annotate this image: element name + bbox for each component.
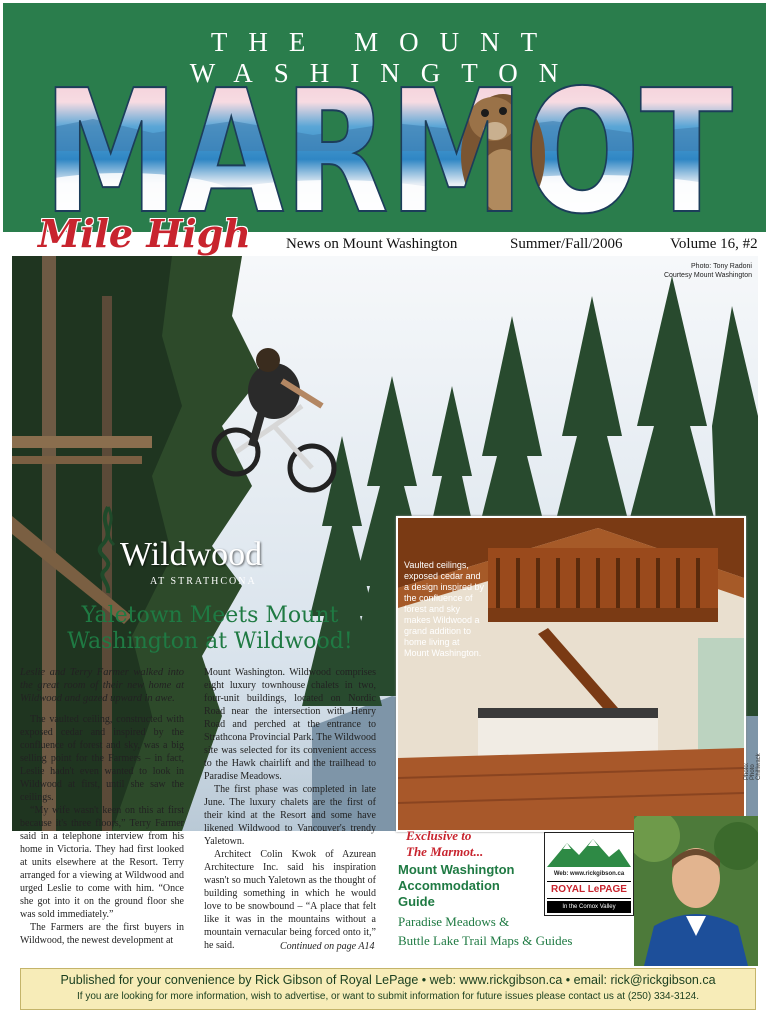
royal-lepage-logo — [544, 832, 634, 916]
accommodation-guide-label — [398, 862, 515, 910]
article-paragraph: Mount Washington. Wildwood comprises eight luxury townhouse chalets in two, four-unit buildings, located on Nordic Road near the intersection with Henry Road and perched at the entrance to Strathcona Provincial Park. The Wildwood site was selected for its convenient access to the Hawk chairlift and the trailhead to Paradise Meadows. — [204, 667, 376, 782]
guide-line2: Accommodation — [398, 878, 500, 893]
article-paragraph: The Farmers are the first buyers in Wildwood, the newest development at — [20, 922, 184, 946]
maps-line2: Buttle Lake Trail Maps & Guides — [398, 933, 573, 948]
svg-text:MARMOT: MARMOT — [43, 61, 734, 225]
footer-note: If you are looking for more information, wish to advertise, or want to submit information for future issues please contact us at (250) 334-3124. — [77, 991, 699, 1002]
exclusive-label — [406, 828, 483, 860]
masthead-prefix: THE MOUNT — [210, 27, 559, 57]
masthead-banner — [3, 3, 766, 232]
article-column-2 — [204, 666, 376, 952]
royal-lepage-web: Web: www.rickgibson.ca — [553, 871, 625, 877]
masthead-title-artwork — [33, 61, 743, 225]
exclusive-line1: Exclusive to — [406, 828, 472, 843]
article-paragraph: The first phase was completed in late June. The luxury chalets are the first of their kind at the Resort and some have likened Wildwood to Vancouver's trendy Yaletown. — [204, 784, 376, 847]
photo-credit-line1: Photo: Tony Radoni — [691, 263, 752, 270]
subtitle: News on Mount Washington — [286, 236, 458, 252]
realtor-portrait-svg — [634, 816, 758, 966]
maps-line1: Paradise Meadows & — [398, 914, 510, 929]
guide-line3: Guide — [398, 894, 435, 909]
continued-note: Continued on page A14 — [280, 941, 375, 952]
article-column-1 — [20, 666, 184, 947]
footer-contact: Published for your convenience by Rick Gibson of Royal LePage • web: www.rickgibson.ca • email: rick@rickgibson.ca — [60, 973, 716, 987]
interior-caption: Vaulted ceilings, exposed cedar and a design inspired by the confluence of forest and sky makes Wildwood a grand addition to home living at Mount Washington. — [404, 560, 485, 658]
article-paragraph: “My wife wasn't keen on this at first because it's three floors,” Terry Farmer said in a telephone interview from his home in Victoria. They had first looked at units elsewhere at the Resort. Terry arranged for a viewing at Wildwood and urged Leslie to come with him. “Once she got into it on the ground floor she was sold immediately.” — [20, 805, 184, 920]
article-paragraph: The vaulted ceiling, constructed with exposed cedar and inspired by the confluence of forest and sky, was a big selling point for the Farmers – in fact, Leslie hadn't even wanted to look in Wildwood at first, until she saw the ceilings. — [20, 714, 184, 803]
realtor-photo — [634, 816, 758, 966]
article-lede: Leslie and Terry Farmer walked into the great room of their new home at Wildwood and gazed upward in awe. — [20, 667, 184, 704]
trail-maps-label — [398, 912, 572, 950]
article-headline: Yaletown Meets Mount Washington at Wildwood! — [67, 603, 353, 654]
issue-date: Summer/Fall/2006 — [510, 236, 623, 252]
wildwood-logo-name: Wildwood — [120, 536, 263, 573]
side-photo-credit: Photo: Photo Chilliwack — [744, 753, 762, 780]
exclusive-line2: The Marmot... — [406, 844, 484, 859]
article-paragraph: Architect Colin Kwok of Azurean Architecture Inc. said his inspiration wasn't so much Yaletown as the thought of building something in which he would love to be snowbound – “A place that felt like it was in the mountains without a mountain vernacular being forced onto it,” he said. — [204, 849, 376, 951]
wildwood-logo-sub: AT STRATHCONA — [150, 576, 257, 587]
tagline-script: Mile High — [38, 211, 251, 256]
footer-banner — [20, 968, 756, 1010]
photo-credit-line2: Courtesy Mount Washington — [663, 272, 752, 279]
marmot-title-svg — [33, 61, 743, 225]
guide-line1: Mount Washington — [398, 862, 515, 877]
royal-lepage-region: In the Comox Valley — [547, 901, 631, 913]
issue-volume: Volume 16, #2 — [670, 236, 758, 252]
mountain-logo-icon — [545, 835, 633, 869]
royal-lepage-brand: ROYAL LePAGE — [547, 881, 631, 899]
photo-credit — [664, 262, 752, 280]
